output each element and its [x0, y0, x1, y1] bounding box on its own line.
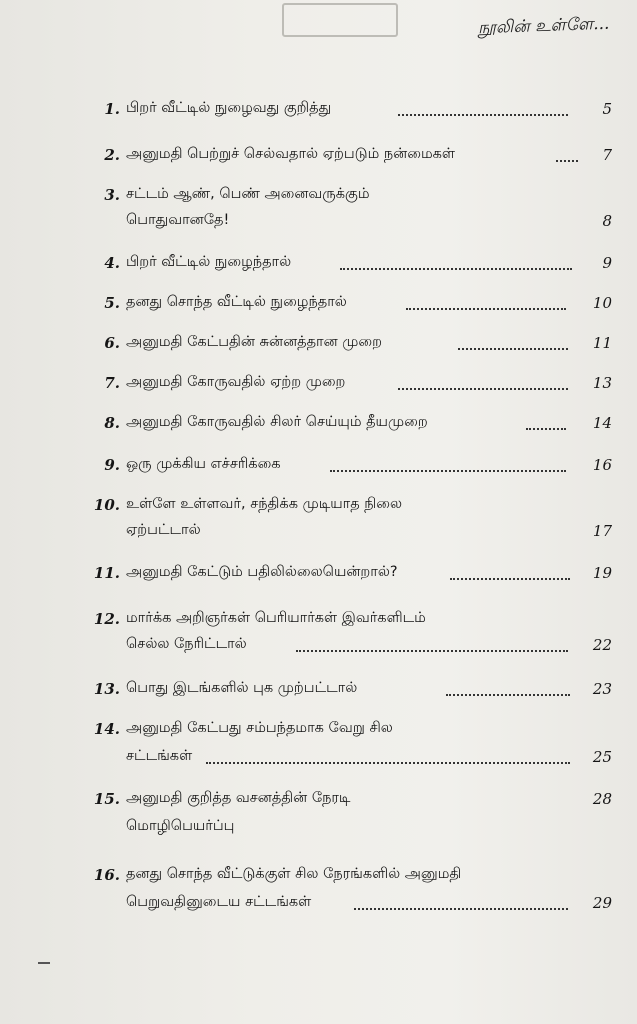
- dot-leader: [446, 694, 570, 696]
- entry-title: அனுமதி கோருவதில் சிலர் செய்யும் தீயமுறை: [126, 414, 428, 430]
- dot-leader: [398, 114, 568, 116]
- dot-leader: [458, 348, 568, 350]
- entry-number: 3.: [104, 186, 120, 204]
- entry-number: 5.: [104, 294, 120, 312]
- entry-page: 16: [592, 456, 612, 474]
- entry-page: 19: [592, 564, 612, 582]
- entry-number: 12.: [93, 610, 120, 628]
- entry-title: மார்க்க அறிஞர்கள் பெரியார்கள் இவர்களிடம்: [126, 610, 426, 626]
- entry-title-cont: செல்ல நேரிட்டால்: [126, 636, 247, 652]
- entry-title: சட்டம் ஆண், பெண் அனைவருக்கும்: [126, 186, 370, 202]
- dot-leader: [340, 268, 572, 270]
- entry-number: 13.: [93, 680, 120, 698]
- entry-page: 5: [602, 100, 612, 118]
- dot-leader: [406, 308, 566, 310]
- entry-page: 23: [592, 680, 612, 698]
- entry-title-cont: பொதுவானதே!: [126, 212, 230, 228]
- entry-title: அனுமதி கேட்பதின் சுன்னத்தான முறை: [126, 334, 382, 350]
- entry-page: 11: [592, 334, 612, 352]
- entry-number: 1.: [104, 100, 120, 118]
- entry-title-cont: ஏற்பட்டால்: [126, 522, 201, 538]
- entry-title: அனுமதி பெற்றுச் செல்வதால் ஏற்படும் நன்மைகள்: [126, 146, 455, 162]
- entry-page: 7: [602, 146, 612, 164]
- entry-title-cont: சட்டங்கள்: [126, 748, 193, 764]
- entry-page: 13: [592, 374, 612, 392]
- entry-number: 16.: [93, 866, 120, 884]
- entry-title: அனுமதி கோருவதில் ஏற்ற முறை: [126, 374, 346, 390]
- entry-title: பிறர் வீட்டில் நுழைவது குறித்து: [126, 100, 332, 116]
- entry-number: 7.: [104, 374, 120, 392]
- dot-leader: [354, 908, 568, 910]
- entry-number: 15.: [93, 790, 120, 808]
- entry-title: அனுமதி கேட்டும் பதிலில்லையென்றால்?: [126, 564, 398, 580]
- entry-page: 9: [602, 254, 612, 272]
- entry-number: 10.: [93, 496, 120, 514]
- entry-title: பிறர் வீட்டில் நுழைந்தால்: [126, 254, 292, 270]
- dot-leader: [398, 388, 568, 390]
- dot-leader: [296, 650, 568, 652]
- entry-page: 29: [592, 894, 612, 912]
- entry-page: 28: [592, 790, 612, 808]
- entry-page: 8: [602, 212, 612, 230]
- entry-number: 6.: [104, 334, 120, 352]
- handwritten-annotation: நூலின் உள்ளே...: [477, 13, 610, 39]
- entry-page: 17: [592, 522, 612, 540]
- entry-title: பொது இடங்களில் புக முற்பட்டால்: [126, 680, 358, 696]
- entry-number: 9.: [104, 456, 120, 474]
- entry-title: தனது சொந்த வீட்டில் நுழைந்தால்: [126, 294, 347, 310]
- entry-page: 25: [592, 748, 612, 766]
- entry-number: 14.: [93, 720, 120, 738]
- margin-mark: [38, 962, 50, 964]
- entry-number: 8.: [104, 414, 120, 432]
- entry-title: அனுமதி குறித்த வசனத்தின் நேரடி: [126, 790, 351, 806]
- entry-page: 10: [592, 294, 612, 312]
- entry-title: அனுமதி கேட்பது சம்பந்தமாக வேறு சில: [126, 720, 393, 736]
- dot-leader: [330, 470, 566, 472]
- dot-leader: [450, 578, 570, 580]
- entry-number: 4.: [104, 254, 120, 272]
- entry-title-cont: பெறுவதினுடைய சட்டங்கள்: [126, 894, 312, 910]
- entry-page: 14: [592, 414, 612, 432]
- entry-title: உள்ளே உள்ளவர், சந்திக்க முடியாத நிலை: [126, 496, 403, 512]
- entry-number: 11.: [93, 564, 120, 582]
- entry-title: ஒரு முக்கிய எச்சரிக்கை: [126, 456, 281, 472]
- entry-number: 2.: [104, 146, 120, 164]
- entry-title-cont: மொழிபெயர்ப்பு: [126, 818, 235, 834]
- entry-title: தனது சொந்த வீட்டுக்குள் சில நேரங்களில் அனுமதி: [126, 866, 462, 882]
- dot-leader: [206, 762, 570, 764]
- dot-leader: [526, 428, 566, 430]
- entry-page: 22: [592, 636, 612, 654]
